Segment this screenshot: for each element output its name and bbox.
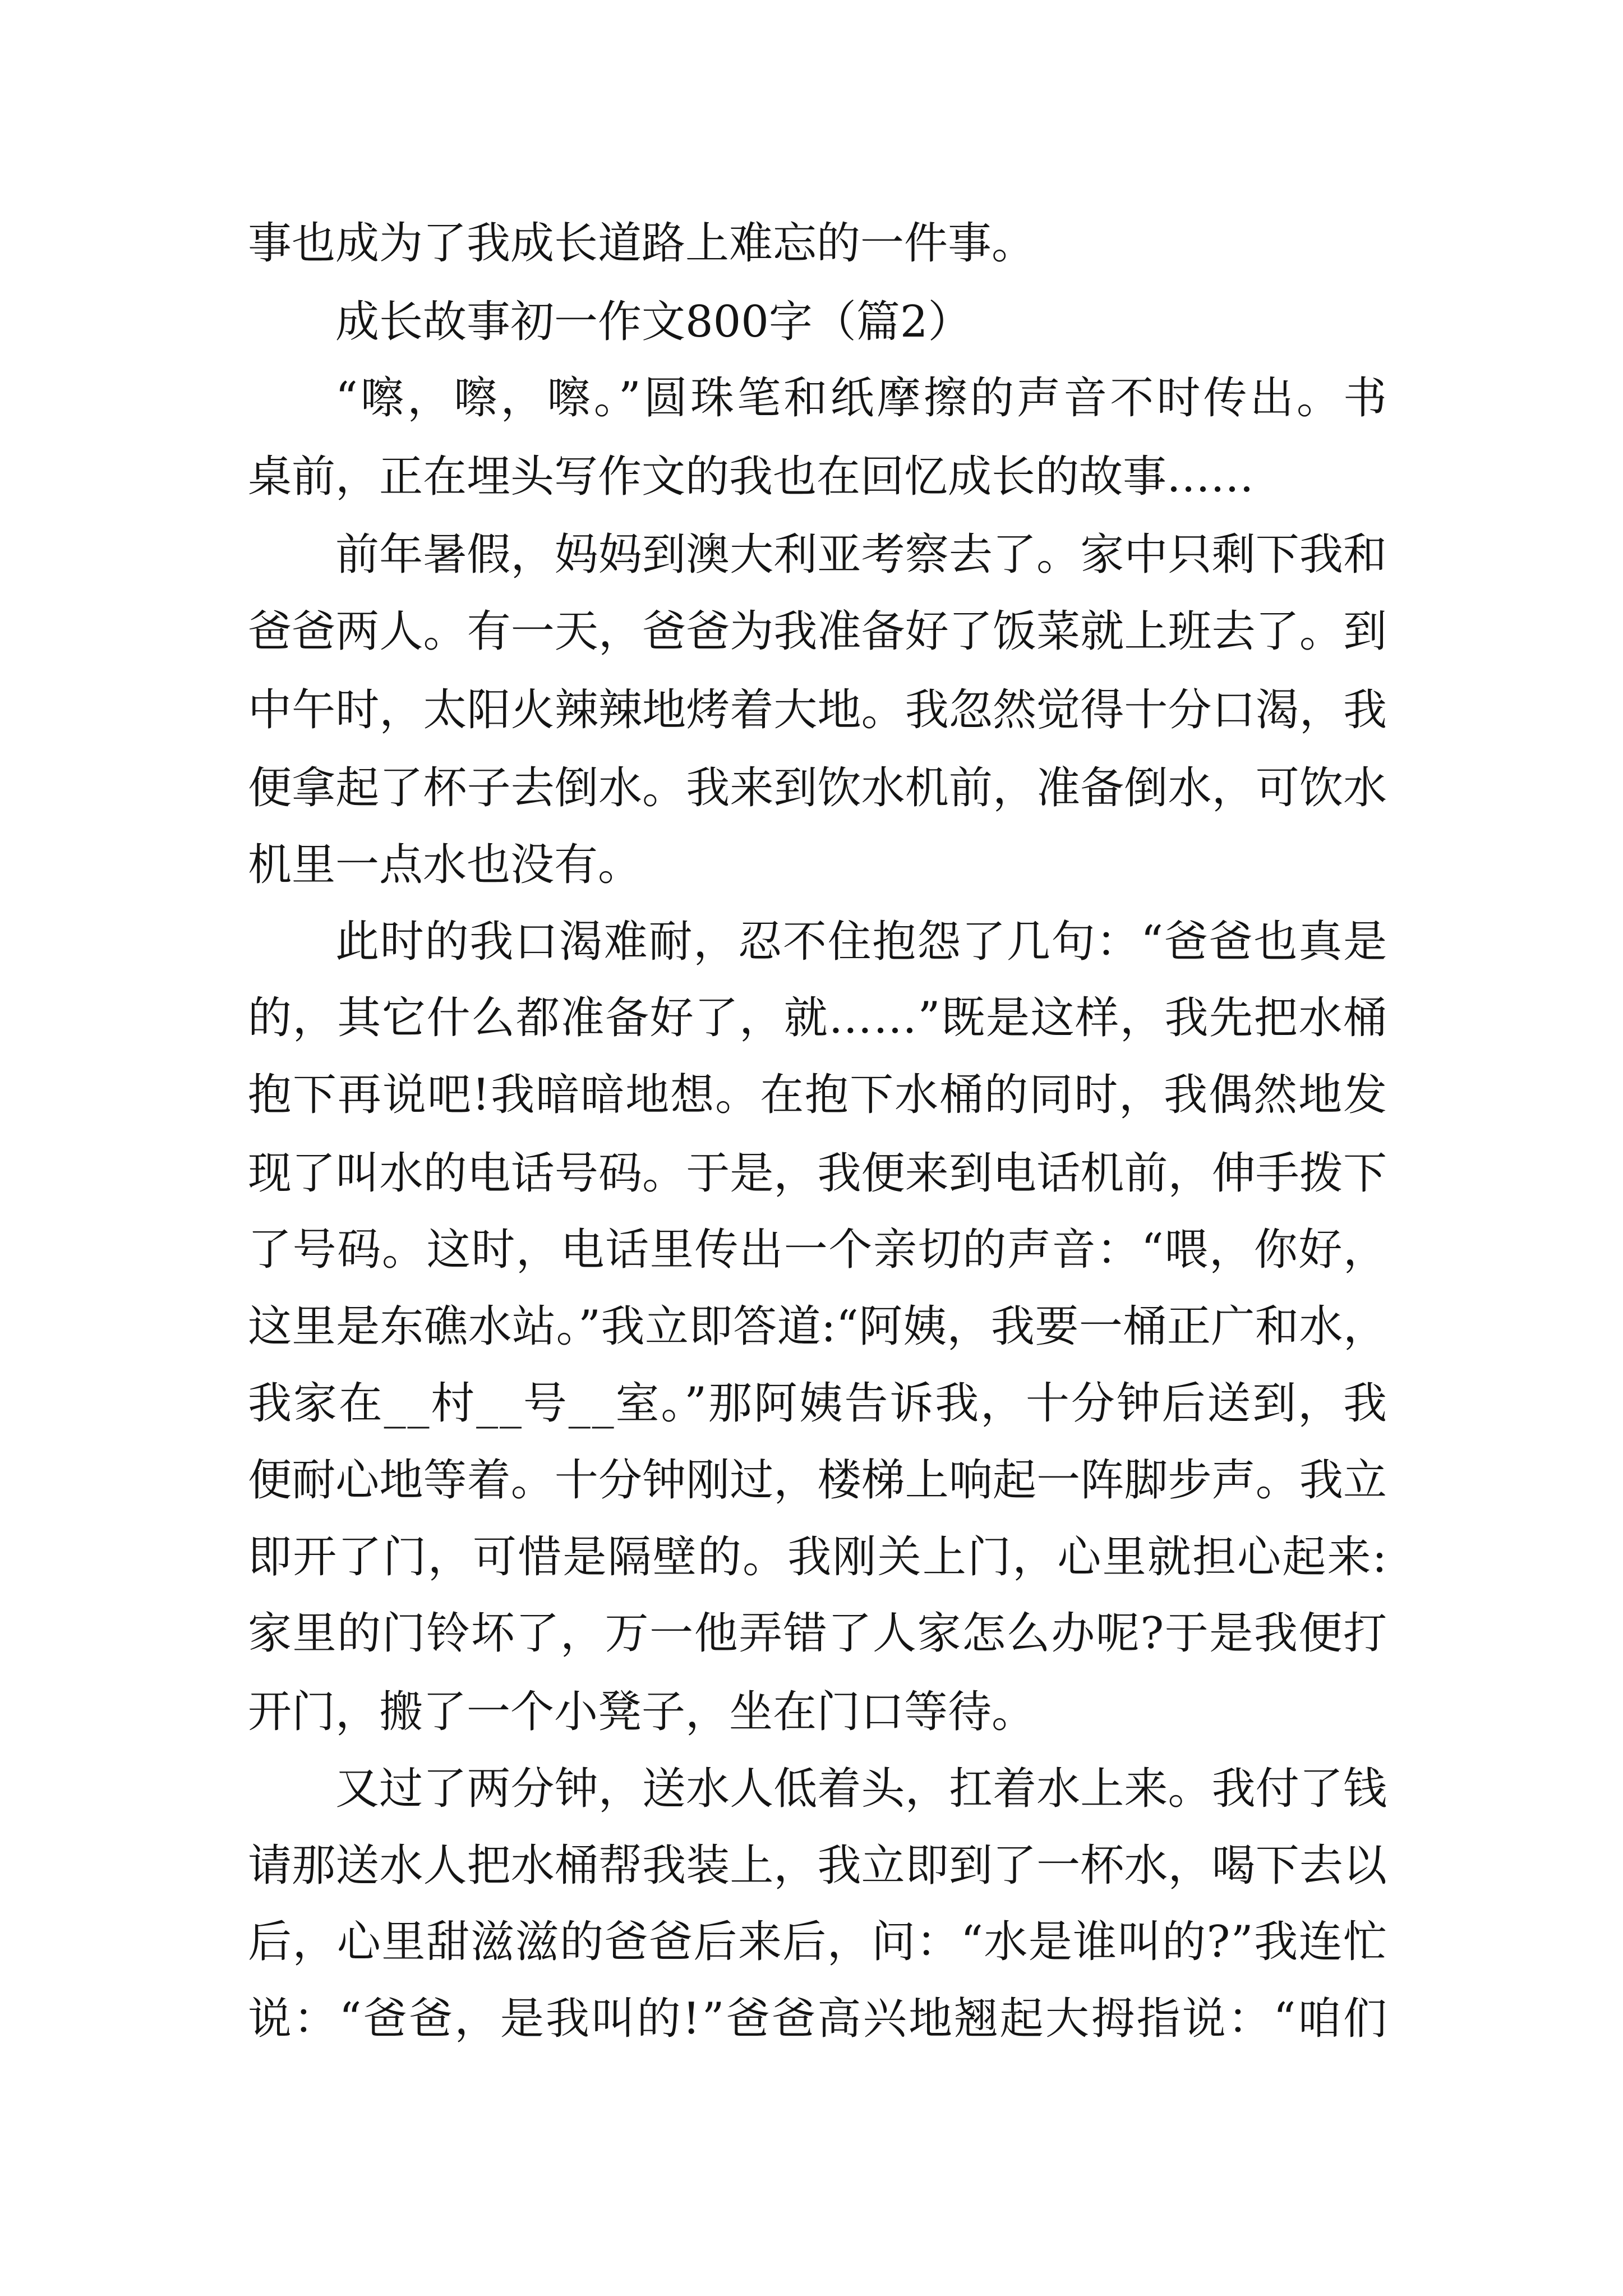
text-line: 这里是东礁水站。”我立即答道:“阿姨，我要一桶正广和水， [248, 1301, 1387, 1352]
text-line: 即开了门，可惜是隔壁的。我刚关上门，心里就担心起来: [248, 1532, 1389, 1582]
text-line: “嚓，嚓，嚓。”圆珠笔和纸摩擦的声音不时传出。书 [335, 373, 1390, 424]
text-line: 了号码。这时，电话里传出一个亲切的声音：“喂，你好， [248, 1225, 1388, 1275]
text-line: 机里一点水也没有。 [248, 840, 642, 890]
text-line: 后，心里甜滋滋的爸爸后来后，问：“水是谁叫的?”我连忙 [248, 1917, 1388, 1967]
text-line: 桌前，正在埋头写作文的我也在回忆成长的故事…… [248, 452, 1255, 502]
text-line: 便拿起了杯子去倒水。我来到饮水机前，准备倒水，可饮水 [248, 763, 1387, 813]
text-line: 又过了两分钟，送水人低着头，扛着水上来。我付了钱 [335, 1764, 1387, 1814]
text-line: 事也成为了我成长道路上难忘的一件事。 [248, 218, 1036, 269]
text-line: 爸爸两人。有一天，爸爸为我准备好了饭菜就上班去了。到 [248, 606, 1387, 657]
title-line: 成长故事初一作文800字（篇2） [335, 297, 972, 347]
text-line: 现了叫水的电话号码。于是，我便来到电话机前，伸手拨下 [248, 1148, 1387, 1199]
text-line: 中午时，太阳火辣辣地烤着大地。我忽然觉得十分口渴，我 [248, 685, 1387, 735]
text-line: 请那送水人把水桶帮我装上，我立即到了一杯水，喝下去以 [248, 1841, 1387, 1891]
text-line: 开门，搬了一个小凳子，坐在门口等待。 [248, 1687, 1036, 1737]
text-line: 便耐心地等着。十分钟刚过，楼梯上响起一阵脚步声。我立 [248, 1455, 1387, 1506]
text-line: 家里的门铃坏了，万一他弄错了人家怎么办呢?于是我便打 [248, 1608, 1388, 1659]
text-line: 前年暑假，妈妈到澳大利亚考察去了。家中只剩下我和 [335, 530, 1387, 580]
text-line: 抱下再说吧!我暗暗地想。在抱下水桶的同时，我偶然地发 [248, 1070, 1388, 1120]
text-line: 说：“爸爸，是我叫的!”爸爸高兴地翘起大拇指说：“咱们 [248, 1994, 1389, 2044]
text-line: 此时的我口渴难耐，忍不住抱怨了几句：“爸爸也真是 [335, 917, 1388, 967]
text-line: 的，其它什么都准备好了，就……”既是这样，我先把水桶 [248, 993, 1388, 1043]
text-line: 我家在__村__号__室。”那阿姨告诉我，十分钟后送到，我 [248, 1378, 1389, 1429]
